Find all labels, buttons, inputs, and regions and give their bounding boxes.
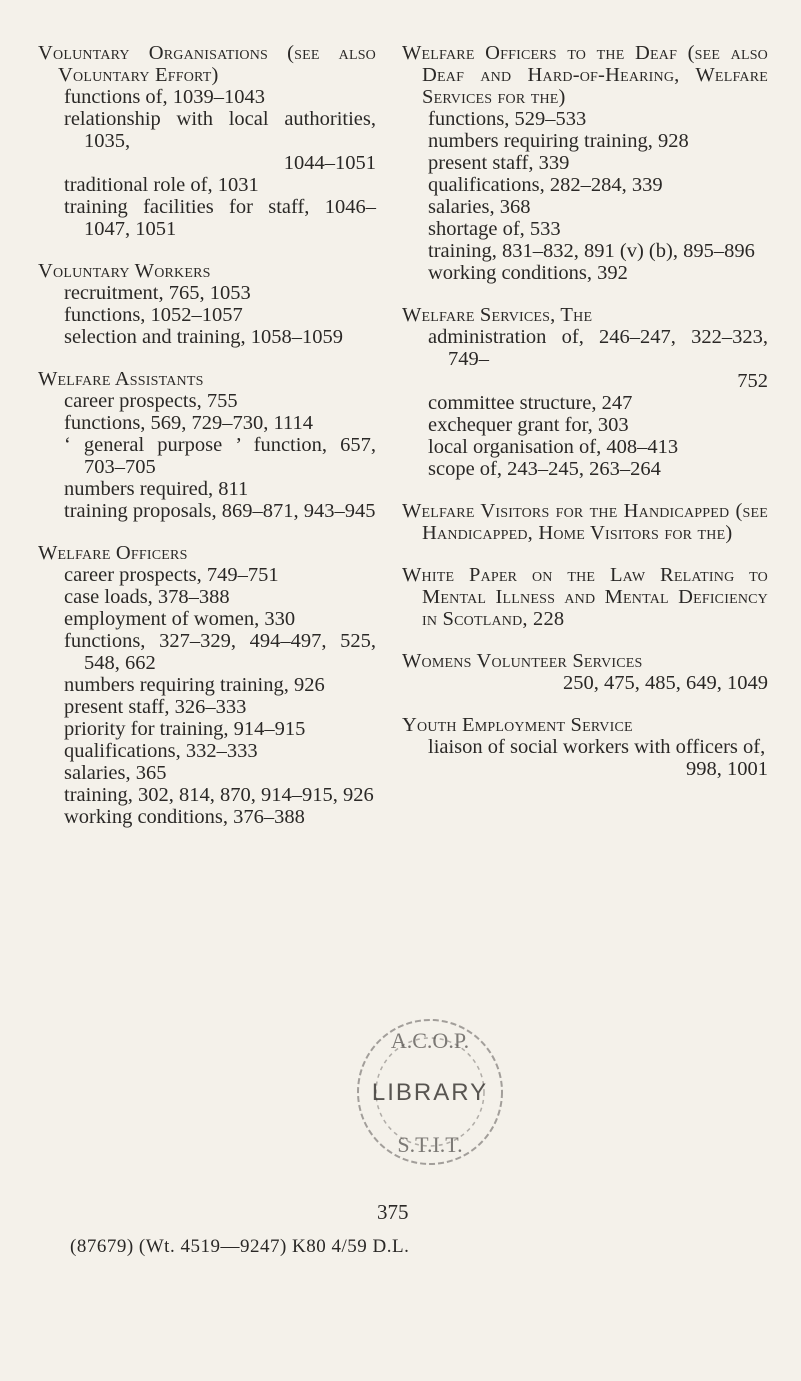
- subentry-text: functions, 327–329, 494–497, 525, 548, 662: [64, 630, 376, 674]
- subentry-text: exchequer grant for, 303: [428, 414, 629, 436]
- subentry-text: present staff, 339: [428, 152, 570, 174]
- index-subentry: [402, 174, 768, 196]
- index-subentry: [402, 262, 768, 284]
- index-subentry: [402, 196, 768, 218]
- index-subentry: [38, 762, 376, 784]
- index-subentry: [38, 434, 376, 478]
- subentry-text: training facilities for staff, 1046–1047, 1051: [64, 196, 376, 240]
- subentry-page-ref: 250, 475, 485, 649, 1049: [563, 672, 768, 694]
- index-subentry: [402, 672, 768, 694]
- index-heading: Voluntary Workers: [38, 260, 211, 282]
- subentry-page-ref: 998, 1001: [686, 758, 768, 780]
- subentry-text: qualifications, 332–333: [64, 740, 258, 762]
- index-entry: [38, 542, 376, 828]
- index-subentry: [38, 740, 376, 762]
- index-subentry: [402, 458, 768, 480]
- index-subentry: [402, 130, 768, 152]
- index-heading: Welfare Visitors for the Handicapped (see Handicapped, Home Visitors for the): [402, 500, 768, 544]
- index-subentry: [38, 806, 376, 828]
- index-entry: [402, 714, 768, 780]
- index-entry: [38, 368, 376, 522]
- index-subentry: [402, 436, 768, 458]
- subentry-text: salaries, 365: [64, 762, 167, 784]
- index-entry: [402, 650, 768, 694]
- library-stamp-seal: [348, 1010, 513, 1175]
- right-column: [402, 42, 768, 800]
- index-subentry: [38, 608, 376, 630]
- left-column: [38, 42, 376, 848]
- index-entry: [38, 260, 376, 348]
- index-heading: Welfare Assistants: [38, 368, 204, 390]
- index-entry: [402, 42, 768, 284]
- index-heading: White Paper on the Law Relating to Mental Illness and Mental Deficiency in Scotland, 228: [402, 564, 768, 630]
- subentry-page-ref: 752: [737, 370, 768, 392]
- subentry-text: functions, 569, 729–730, 1114: [64, 412, 314, 434]
- index-subentry: [38, 412, 376, 434]
- index-subentry: [38, 478, 376, 500]
- index-subentry: [38, 674, 376, 696]
- subentry-text: numbers requiring training, 926: [64, 674, 325, 696]
- index-subentry: [38, 564, 376, 586]
- index-subentry: [38, 86, 376, 108]
- index-heading: Welfare Officers to the Deaf (see also Deaf and Hard-of-Hearing, Welfare Services for the): [402, 42, 768, 108]
- seal-text-bottom: S.T.I.T.: [397, 1132, 463, 1157]
- subentry-text: local organisation of, 408–413: [428, 436, 679, 458]
- index-subentry: [38, 196, 376, 240]
- index-subentry: [38, 696, 376, 718]
- index-subentry: [38, 304, 376, 326]
- subentry-text: numbers required, 811: [64, 478, 249, 500]
- index-entry: [402, 564, 768, 630]
- index-entry: [402, 304, 768, 480]
- index-subentry: [38, 784, 376, 806]
- index-subentry: [38, 586, 376, 608]
- subentry-text: functions, 1052–1057: [64, 304, 243, 326]
- print-footer: (87679) (Wt. 4519—9247) K80 4/59 D.L.: [70, 1236, 410, 1257]
- index-subentry: [402, 108, 768, 130]
- page-number: 375: [377, 1200, 409, 1224]
- subentry-text: ‘ general purpose ’ function, 657, 703–705: [64, 434, 376, 478]
- index-subentry: [402, 326, 768, 392]
- subentry-text: salaries, 368: [428, 196, 531, 218]
- index-subentry: [402, 414, 768, 436]
- index-subentry: [402, 736, 768, 780]
- subentry-text: training, 831–832, 891 (v) (b), 895–896: [428, 240, 755, 262]
- index-subentry: [402, 152, 768, 174]
- subentry-page-ref: 1044–1051: [283, 152, 376, 174]
- index-subentry: [402, 218, 768, 240]
- seal-text-top: A.C.O.P.: [390, 1028, 470, 1053]
- subentry-text: working conditions, 376–388: [64, 806, 305, 828]
- subentry-text: employment of women, 330: [64, 608, 296, 630]
- subentry-text: recruitment, 765, 1053: [64, 282, 251, 304]
- subentry-text: functions of, 1039–1043: [64, 86, 265, 108]
- subentry-text: numbers requiring training, 928: [428, 130, 689, 152]
- subentry-text: career prospects, 755: [64, 390, 238, 412]
- subentry-text: scope of, 243–245, 263–264: [428, 458, 661, 480]
- index-heading: Voluntary Organisations (see also Voluntary Effort): [38, 42, 376, 86]
- subentry-text: qualifications, 282–284, 339: [428, 174, 663, 196]
- subentry-text: committee structure, 247: [428, 392, 633, 414]
- index-heading: Womens Volunteer Services: [402, 650, 643, 672]
- subentry-text: functions, 529–533: [428, 108, 587, 130]
- index-entry: [402, 500, 768, 544]
- index-subentry: [402, 240, 768, 262]
- seal-text-middle: LIBRARY: [371, 1079, 489, 1106]
- subentry-text: shortage of, 533: [428, 218, 561, 240]
- subentry-text: relationship with local authorities, 1035,: [64, 108, 376, 152]
- subentry-text: training, 302, 814, 870, 914–915, 926: [64, 784, 374, 806]
- subentry-text: career prospects, 749–751: [64, 564, 279, 586]
- subentry-text: selection and training, 1058–1059: [64, 326, 343, 348]
- index-subentry: [38, 282, 376, 304]
- subentry-text: present staff, 326–333: [64, 696, 247, 718]
- index-heading: Youth Employment Service: [402, 714, 633, 736]
- index-subentry: [38, 326, 376, 348]
- index-subentry: [38, 108, 376, 174]
- index-heading: Welfare Officers: [38, 542, 188, 564]
- index-subentry: [38, 500, 376, 522]
- subentry-text: priority for training, 914–915: [64, 718, 306, 740]
- subentry-text: case loads, 378–388: [64, 586, 230, 608]
- subentry-text: training proposals, 869–871, 943–945: [64, 500, 376, 522]
- index-subentry: [38, 390, 376, 412]
- index-subentry: [38, 630, 376, 674]
- subentry-text: traditional role of, 1031: [64, 174, 259, 196]
- index-subentry: [38, 174, 376, 196]
- index-heading: Welfare Services, The: [402, 304, 593, 326]
- subentry-text: liaison of social workers with officers of,: [428, 736, 766, 758]
- index-entry: [38, 42, 376, 240]
- subentry-text: administration of, 246–247, 322–323, 749–: [428, 326, 768, 370]
- index-subentry: [38, 718, 376, 740]
- index-subentry: [402, 392, 768, 414]
- subentry-text: working conditions, 392: [428, 262, 628, 284]
